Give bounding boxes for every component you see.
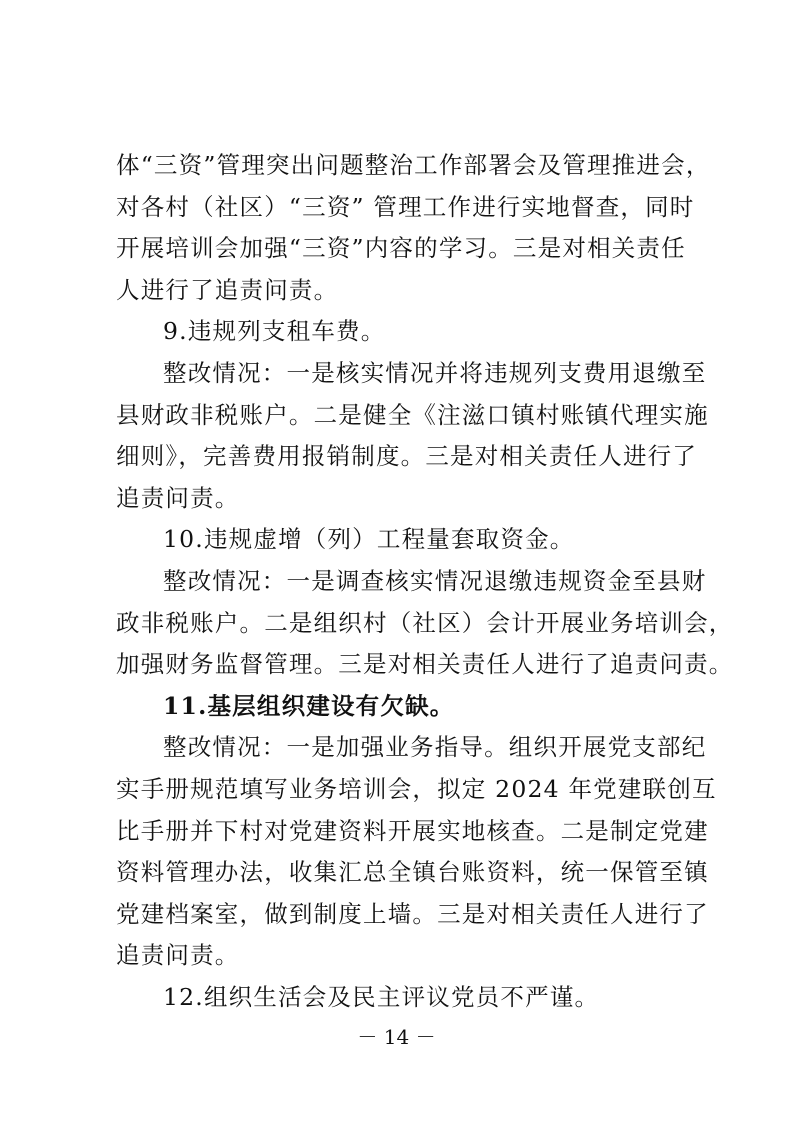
paragraph-line: 县财政非税账户。二是健全《注滋口镇村账镇代理实施 (116, 400, 709, 429)
paragraph-line: 开展培训会加强“三资”内容的学习。三是对相关责任 (116, 234, 686, 263)
paragraph-line: 人进行了追责问责。 (116, 275, 339, 304)
paragraph-line: 整改情况：一是加强业务指导。组织开展党支部纪 (163, 733, 707, 762)
paragraph-line: 整改情况：一是调查核实情况退缴违规资金至县财 (163, 567, 707, 595)
paragraph-line: 政非税账户。二是组织村（社区）会计开展业务培训会， (116, 608, 734, 637)
section-heading-9: 9.违规列支租车费。 (163, 317, 386, 346)
paragraph-line: 比手册并下村对党建资料开展实地核查。二是制定党建 (116, 816, 709, 845)
paragraph-line: 实手册规范填写业务培训会，拟定 2024 年党建联创互 (116, 775, 717, 803)
section-heading-12: 12.组织生活会及民主评议党员不严谨。 (163, 983, 600, 1011)
paragraph-line: 追责问责。 (116, 483, 240, 512)
page-number: － 14 － (357, 1025, 436, 1049)
paragraph-line: 整改情况：一是核实情况并将违规列支费用退缴至 (163, 359, 707, 387)
paragraph-line: 体“三资”管理突出问题整治工作部署会及管理推进会， (116, 151, 711, 179)
paragraph-line: 加强财务监督管理。三是对相关责任人进行了追责问责。 (116, 650, 734, 679)
paragraph-line: 追责问责。 (116, 941, 240, 970)
paragraph-line: 党建档案室，做到制度上墙。三是对相关责任人进行了 (116, 899, 709, 928)
paragraph-line: 对各村（社区）“三资” 管理工作进行实地督查，同时 (116, 192, 695, 221)
section-heading-10: 10.违规虚增（列）工程量套取资金。 (163, 525, 575, 554)
section-heading-11: 11.基层组织建设有欠缺。 (163, 691, 455, 720)
paragraph-line: 资料管理办法，收集汇总全镇台账资料，统一保管至镇 (116, 858, 709, 887)
paragraph-line: 细则》，完善费用报销制度。三是对相关责任人进行了 (116, 442, 698, 471)
